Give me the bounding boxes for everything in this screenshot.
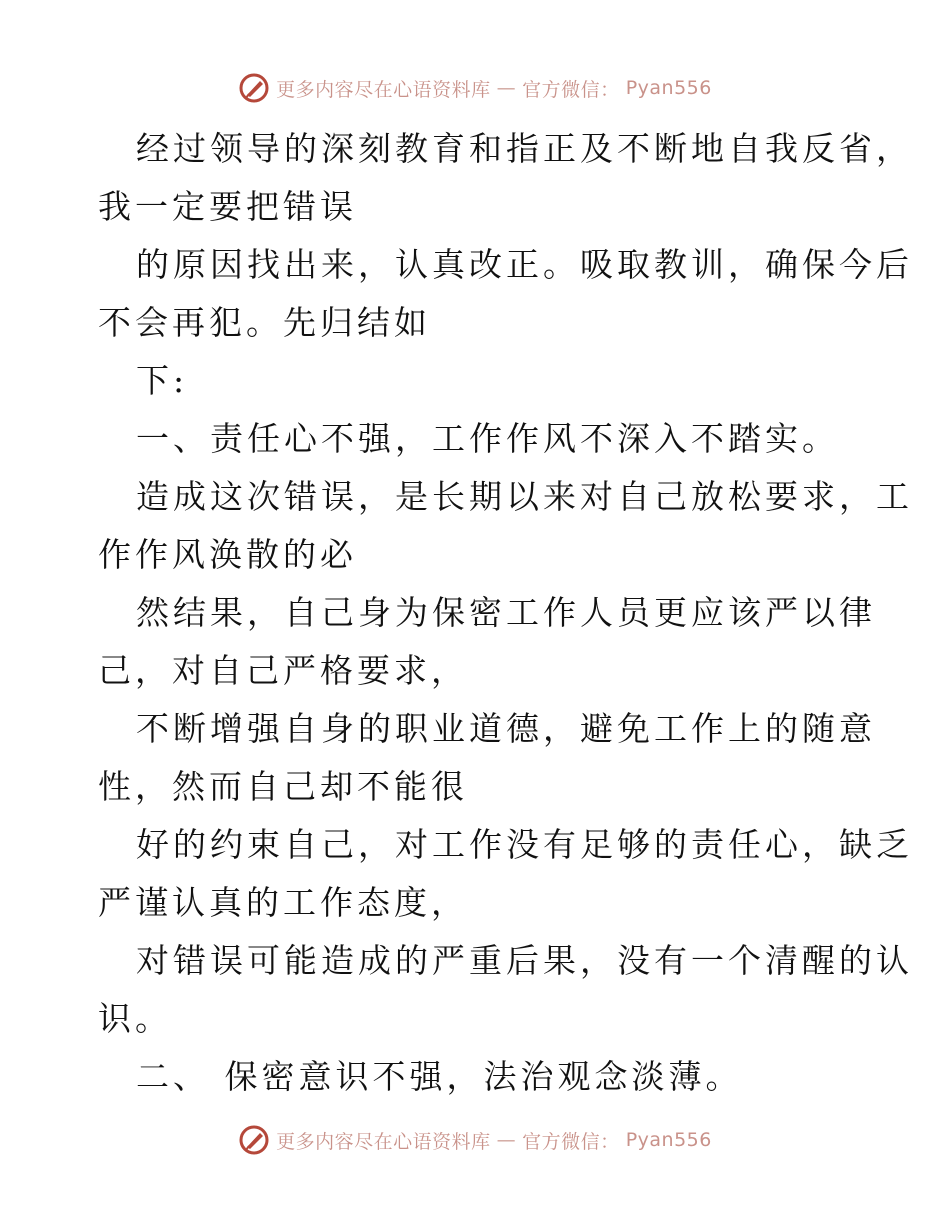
body-line: 好的约束自己，对工作没有足够的责任心，缺乏 — [136, 825, 913, 864]
body-line: 己，对自己严格要求， — [98, 651, 468, 690]
body-line: 的原因找出来，认真改正。吸取教训，确保今后 — [136, 245, 913, 284]
body-line: 不断增强自身的职业道德，避免工作上的随意 — [136, 709, 876, 748]
section-heading: 二、 保密意识不强，法治观念淡薄。 — [136, 1057, 743, 1096]
watermark-separator: — — [496, 1129, 517, 1151]
watermark-account: Pyan556 — [625, 1129, 712, 1151]
watermark-account: Pyan556 — [625, 77, 712, 99]
body-line: 作作风涣散的必 — [98, 535, 357, 574]
watermark-separator: — — [496, 77, 517, 99]
quill-circle-icon — [238, 72, 270, 104]
body-line: 我一定要把错误 — [98, 187, 357, 226]
watermark-text: 更多内容尽在心语资料库 — [276, 1130, 491, 1153]
quill-circle-icon — [238, 1124, 270, 1156]
body-line: 下: — [136, 361, 189, 400]
footer-watermark — [0, 1124, 950, 1156]
header-watermark — [0, 72, 950, 104]
body-line: 不会再犯。先归结如 — [98, 303, 431, 342]
body-line: 识。 — [98, 999, 172, 1038]
watermark-official: 官方微信： — [522, 78, 620, 101]
body-line: 严谨认真的工作态度， — [98, 883, 468, 922]
body-line: 对错误可能造成的严重后果，没有一个清醒的认 — [136, 941, 913, 980]
document-body — [98, 120, 913, 1106]
body-line: 经过领导的深刻教育和指正及不断地自我反省， — [136, 129, 913, 168]
watermark-official: 官方微信： — [522, 1130, 620, 1153]
watermark-text: 更多内容尽在心语资料库 — [276, 78, 491, 101]
body-line: 造成这次错误，是长期以来对自己放松要求，工 — [136, 477, 913, 516]
body-line: 性，然而自己却不能很 — [98, 767, 468, 806]
section-heading: 一、责任心不强，工作作风不深入不踏实。 — [136, 419, 839, 458]
body-line: 然结果，自己身为保密工作人员更应该严以律 — [136, 593, 876, 632]
